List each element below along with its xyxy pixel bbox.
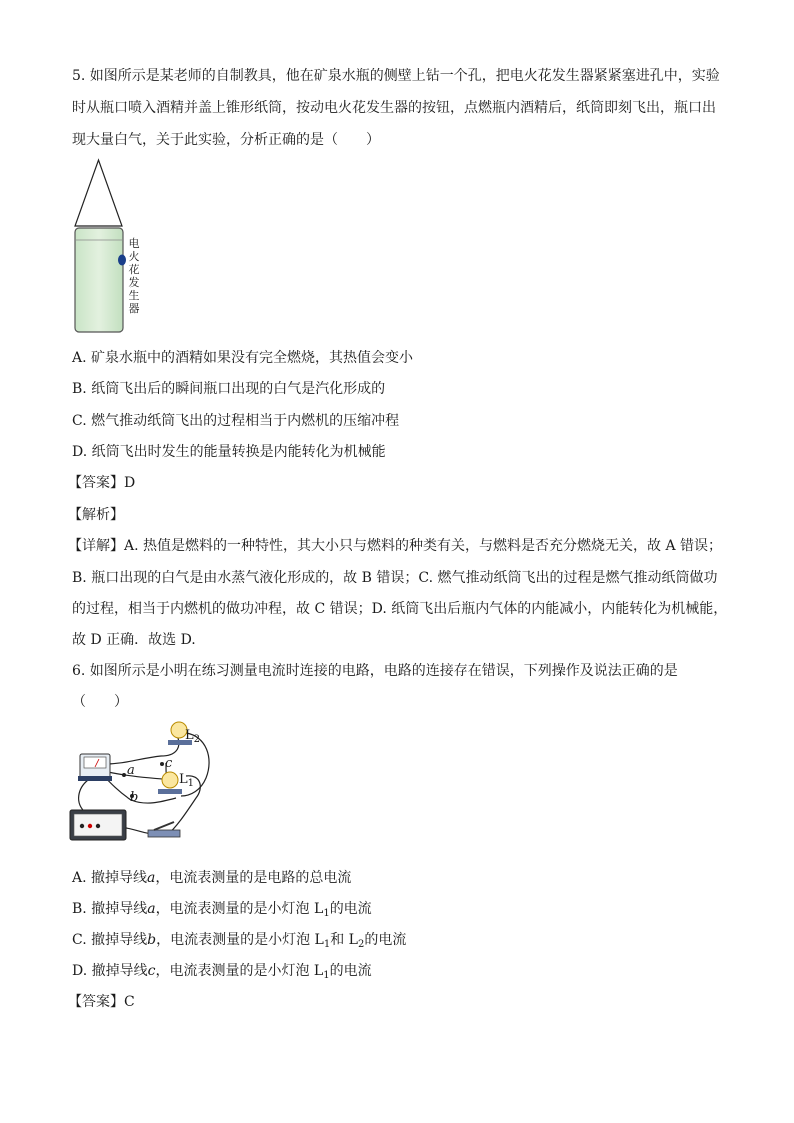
bottle-drawing: [70, 158, 160, 338]
q5-option-d: D. 纸筒飞出时发生的能量转换是内能转化为机械能: [72, 444, 386, 460]
circuit-figure: [66, 718, 216, 846]
l2-label: $L_2$: [185, 728, 201, 745]
q6-option-d: D. 撤掉导线c，电流表测量的是小灯泡 $L_1$的电流: [72, 963, 372, 981]
q6-option-b: B. 撤掉导线a，电流表测量的是小灯泡 $L_1$的电流: [72, 901, 372, 919]
q5-detail-line-2: B. 瓶口出现的白气是由水蒸气液化形成的，故 B 错误；C. 燃气推动纸筒飞出的过程是燃气推动纸筒做功: [72, 570, 718, 586]
q5-option-c: C. 燃气推动纸筒飞出的过程相当于内燃机的压缩冲程: [72, 413, 400, 429]
spark-generator: [118, 255, 126, 266]
q5-analysis-tag: 【解析】: [68, 507, 124, 523]
wire-c-label: c: [165, 756, 173, 771]
ammeter: [78, 754, 112, 781]
q6-option-c: C. 撤掉导线b，电流表测量的是小灯泡 $L_1$和 $L_2$的电流: [72, 932, 407, 950]
q6-stem-line-2: （ ）: [72, 694, 128, 710]
q5-stem-line-3: 现大量白气，关于此实验，分析正确的是（ ）: [72, 132, 380, 148]
paper-cone: [75, 160, 122, 226]
q6-stem-line-1: 6. 如图所示是小明在练习测量电流时连接的电路，电路的连接存在错误，下列操作及说法正确的是: [72, 663, 678, 679]
l1-label: $L_1$: [179, 772, 195, 789]
bottle-figure: [70, 158, 160, 338]
q5-option-b: B. 纸筒飞出后的瞬间瓶口出现的白气是汽化形成的: [72, 381, 386, 397]
answer-tag: 【答案】: [68, 994, 124, 1010]
wire-b-label: b: [130, 790, 139, 805]
answer-tag: 【答案】: [68, 475, 124, 491]
q5-option-a: A. 矿泉水瓶中的酒精如果没有完全燃烧，其热值会变小: [72, 350, 414, 366]
power-supply: [70, 810, 126, 840]
q5-stem-line-1: 5. 如图所示是某老师的自制教具，他在矿泉水瓶的侧壁上钻一个孔，把电火花发生器紧紧塞进孔中，实验: [72, 68, 720, 84]
answer-value: D: [124, 475, 136, 491]
q5-detail-line-1: 【详解】A. 热值是燃料的一种特性，其大小只与燃料的种类有关，与燃料是否充分燃烧无关，故 A 错误；: [68, 538, 723, 554]
q5-stem-line-2: 时从瓶口喷入酒精并盖上锥形纸筒，按动电火花发生器的按钮，点燃瓶内酒精后，纸筒即刻飞出，瓶口出: [72, 100, 716, 116]
wire-a-label: a: [127, 763, 135, 778]
water-bottle: [75, 228, 123, 332]
q5-answer: [68, 473, 135, 493]
q5-detail-line-3: 的过程，相当于内燃机的做功冲程，故 C 错误；D. 纸筒飞出后瓶内气体的内能减小，内能转化为机械能，: [72, 601, 728, 617]
spark-generator-label: 电 火 花 发 生 器: [128, 237, 140, 315]
answer-value: C: [124, 994, 135, 1010]
q6-answer: [68, 992, 135, 1012]
q5-detail-line-4: 故 D 正确．故选 D.: [72, 632, 196, 648]
switch: [148, 822, 180, 837]
q6-option-a: A. 撤掉导线a，电流表测量的是电路的总电流: [72, 870, 352, 886]
